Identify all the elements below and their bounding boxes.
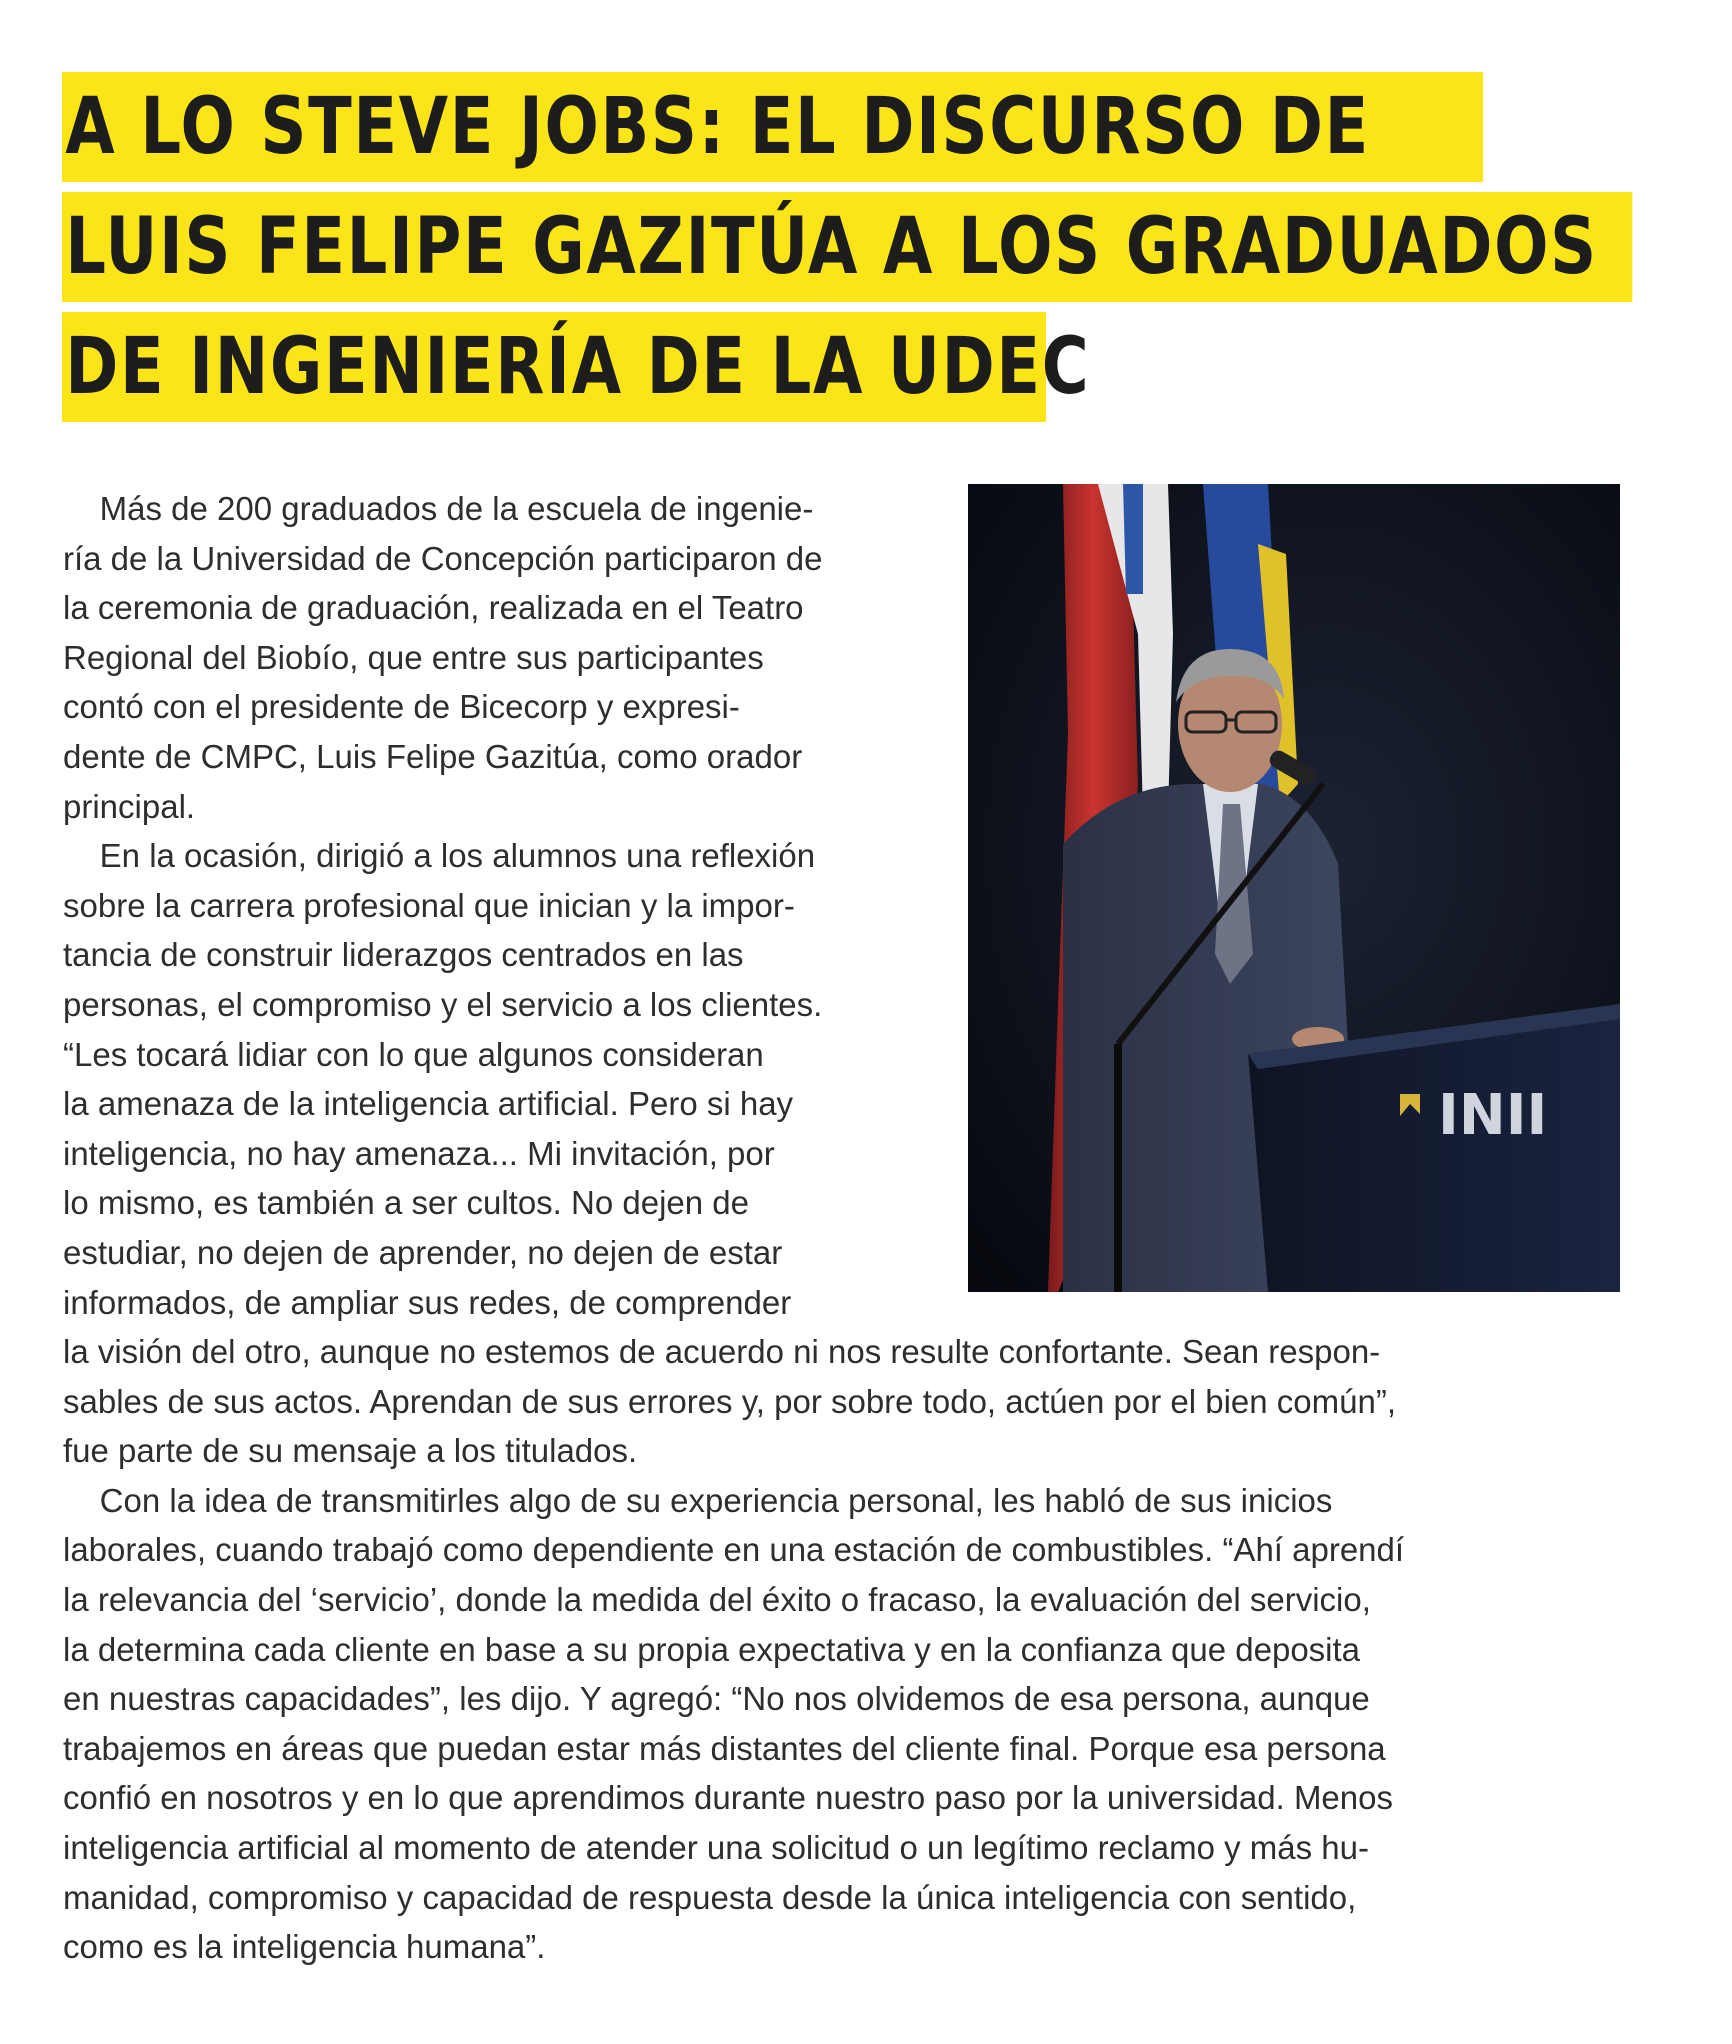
body-line: como es la inteligencia humana”. <box>63 1928 546 1966</box>
body-line: manidad, compromiso y capacidad de respuesta desde la única inteligencia con sentido, <box>63 1878 1357 1916</box>
body-line: fue parte de su mensaje a los titulados. <box>63 1432 638 1470</box>
body-line: tancia de construir liderazgos centrados en las <box>63 936 744 974</box>
podium-logo-text: INII <box>1438 1083 1548 1148</box>
body-line: estudiar, no dejen de aprender, no dejen de estar <box>63 1233 783 1271</box>
body-line: Con la idea de transmitirles algo de su experiencia personal, les habló de sus inicios <box>63 1481 1333 1519</box>
body-line: sables de sus actos. Aprendan de sus errores y, por sobre todo, actúen por el bien común”, <box>63 1382 1396 1420</box>
body-line: la ceremonia de graduación, realizada en el Teatro <box>63 589 804 627</box>
body-line: dente de CMPC, Luis Felipe Gazitúa, como orador <box>63 737 803 775</box>
body-line: inteligencia, no hay amenaza... Mi invitación, por <box>63 1134 775 1172</box>
body-line: “Les tocará lidiar con lo que algunos consideran <box>63 1035 764 1073</box>
body-line: la determina cada cliente en base a su propia expectativa y en la confianza que deposita <box>63 1630 1361 1668</box>
body-line: ría de la Universidad de Concepción participaron de <box>63 539 823 577</box>
body-line: laborales, cuando trabajó como dependiente en una estación de combustibles. “Ahí aprendí <box>63 1531 1405 1569</box>
body-line: la visión del otro, aunque no estemos de acuerdo ni nos resulte confortante. Sean respon- <box>63 1333 1381 1371</box>
body-line: trabajemos en áreas que puedan estar más distantes del cliente final. Porque esa persona <box>63 1729 1386 1767</box>
body-line: la relevancia del ‘servicio’, donde la medida del éxito o fracaso, la evaluación del servicio, <box>63 1581 1371 1619</box>
body-line: contó con el presidente de Bicecorp y expresi- <box>63 688 740 726</box>
headline-line-2: LUIS FELIPE GAZITÚA A LOS GRADUADOS <box>62 192 1632 302</box>
body-line: Regional del Biobío, que entre sus participantes <box>63 638 764 676</box>
body-line: confió en nosotros y en lo que aprendimos durante nuestro paso por la universidad. Menos <box>63 1779 1393 1817</box>
body-line: en nuestras capacidades”, les dijo. Y agregó: “No nos olvidemos de esa persona, aunque <box>63 1680 1370 1718</box>
body-line: Más de 200 graduados de la escuela de ingenie- <box>63 490 814 527</box>
body-line: inteligencia artificial al momento de atender una solicitud o un legítimo reclamo y más hu- <box>63 1829 1369 1867</box>
headline-line-3: DE INGENIERÍA DE LA UDEC <box>62 312 1046 422</box>
body-line: lo mismo, es también a ser cultos. No dejen de <box>63 1184 749 1222</box>
body-line: personas, el compromiso y el servicio a los clientes. <box>63 985 823 1023</box>
body-line: informados, de ampliar sus redes, de comprender <box>63 1283 792 1321</box>
body-line: sobre la carrera profesional que inician y la impor- <box>63 886 795 924</box>
body-line: En la ocasión, dirigió a los alumnos una reflexión <box>63 837 816 875</box>
article-body <box>63 484 1404 1972</box>
headline-line-1: A LO STEVE JOBS: EL DISCURSO DE <box>62 72 1483 182</box>
body-line: principal. <box>63 787 196 825</box>
body-line: la amenaza de la inteligencia artificial. Pero si hay <box>63 1085 794 1123</box>
